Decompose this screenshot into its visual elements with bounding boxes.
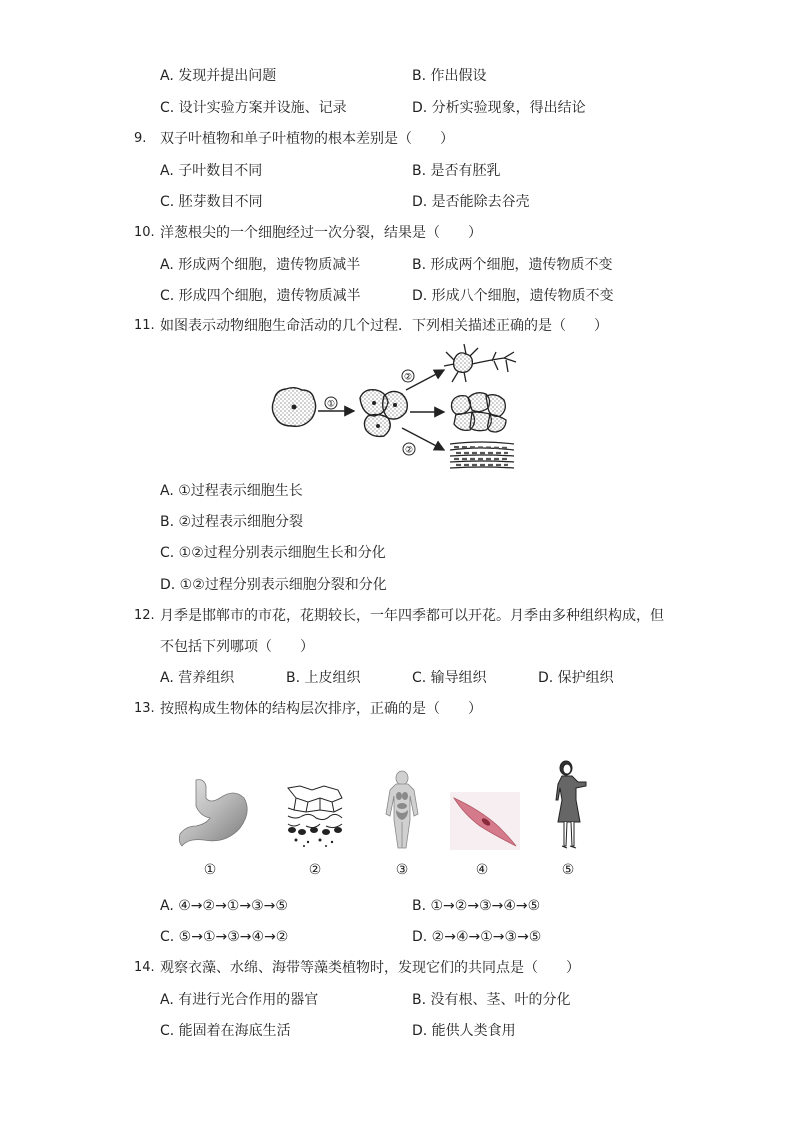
cell-process-diagram — [268, 342, 520, 474]
stomach-image — [176, 776, 250, 848]
q14-option-a: A. 有进行光合作用的器官 — [160, 992, 319, 1008]
original-cell — [272, 388, 315, 427]
q12-option-b: B. 上皮组织 — [286, 670, 361, 686]
q13-stem: 按照构成生物体的结构层次排序，正确的是（ ） — [160, 701, 482, 717]
q8-option-b: B. 作出假设 — [412, 68, 487, 84]
q8-option-a: A. 发现并提出问题 — [160, 68, 277, 84]
q10-number: 10. — [134, 225, 155, 240]
q10-option-c: C. 形成四个细胞，遗传物质减半 — [160, 288, 361, 304]
tissue-image — [286, 784, 344, 848]
dividing-cells — [360, 390, 407, 437]
q9-option-d: D. 是否能除去谷壳 — [412, 194, 530, 210]
q10-stem: 洋葱根尖的一个细胞经过一次分裂，结果是（ ） — [160, 225, 482, 241]
muscle-cell-image — [450, 792, 520, 850]
q12-stem-line2: 不包括下列哪项（ ） — [160, 639, 314, 655]
q13-option-a: A. ④→②→①→③→⑤ — [160, 898, 288, 914]
caption-2: ② — [308, 862, 322, 878]
epithelial-cells — [452, 393, 507, 432]
caption-1: ① — [203, 862, 217, 878]
q13-option-d: D. ②→④→①→③→⑤ — [412, 929, 542, 945]
q11-number: 11. — [134, 318, 155, 333]
q9-option-c: C. 胚芽数目不同 — [160, 194, 263, 210]
q12-option-d: D. 保护组织 — [538, 670, 614, 686]
q14-option-b: B. 没有根、茎、叶的分化 — [412, 992, 571, 1008]
q10-option-a: A. 形成两个细胞，遗传物质减半 — [160, 257, 361, 273]
q12-number: 12. — [134, 608, 155, 623]
q13-option-c: C. ⑤→①→③→④→② — [160, 929, 289, 945]
q13-option-b: B. ①→②→③→④→⑤ — [412, 898, 541, 914]
q14-option-d: D. 能供人类食用 — [412, 1023, 516, 1039]
q11-option-c: C. ①②过程分别表示细胞生长和分化 — [160, 545, 386, 561]
q9-stem: 双子叶植物和单子叶植物的根本差别是（ ） — [160, 131, 454, 147]
q12-option-c: C. 输导组织 — [412, 670, 487, 686]
q9-number: 9. — [134, 131, 147, 146]
q9-option-b: B. 是否有胚乳 — [412, 163, 501, 179]
q8-option-c: C. 设计实验方案并设施、记录 — [160, 100, 347, 116]
caption-4: ④ — [475, 862, 489, 878]
neuron-cell — [444, 344, 516, 382]
caption-5: ⑤ — [561, 862, 575, 878]
caption-3: ③ — [395, 862, 409, 878]
label-process-2-top: ② — [403, 372, 413, 383]
q12-stem-line1: 月季是邯郸市的市花，花期较长，一年四季都可以开花。月季由多种组织构成，但 — [160, 608, 664, 624]
human-organ-system-image — [380, 770, 424, 850]
q8-option-d: D. 分析实验现象，得出结论 — [412, 100, 586, 116]
q12-option-a: A. 营养组织 — [160, 670, 235, 686]
q14-number: 14. — [134, 960, 155, 975]
q11-option-a: A. ①过程表示细胞生长 — [160, 483, 303, 499]
q10-option-b: B. 形成两个细胞，遗传物质不变 — [412, 257, 613, 273]
muscle-cells — [450, 442, 514, 468]
person-image — [554, 758, 590, 854]
q11-stem: 如图表示动物细胞生命活动的几个过程．下列相关描述正确的是（ ） — [160, 318, 608, 334]
q14-stem: 观察衣藻、水绵、海带等藻类植物时，发现它们的共同点是（ ） — [160, 960, 580, 976]
q11-option-d: D. ①②过程分别表示细胞分裂和分化 — [160, 577, 387, 593]
q13-number: 13. — [134, 701, 155, 716]
q11-option-b: B. ②过程表示细胞分裂 — [160, 514, 304, 530]
q9-option-a: A. 子叶数目不同 — [160, 163, 263, 179]
q10-option-d: D. 形成八个细胞，遗传物质不变 — [412, 288, 614, 304]
label-process-2-bottom: ② — [404, 445, 414, 456]
label-process-1: ① — [326, 399, 336, 410]
q14-option-c: C. 能固着在海底生活 — [160, 1023, 291, 1039]
